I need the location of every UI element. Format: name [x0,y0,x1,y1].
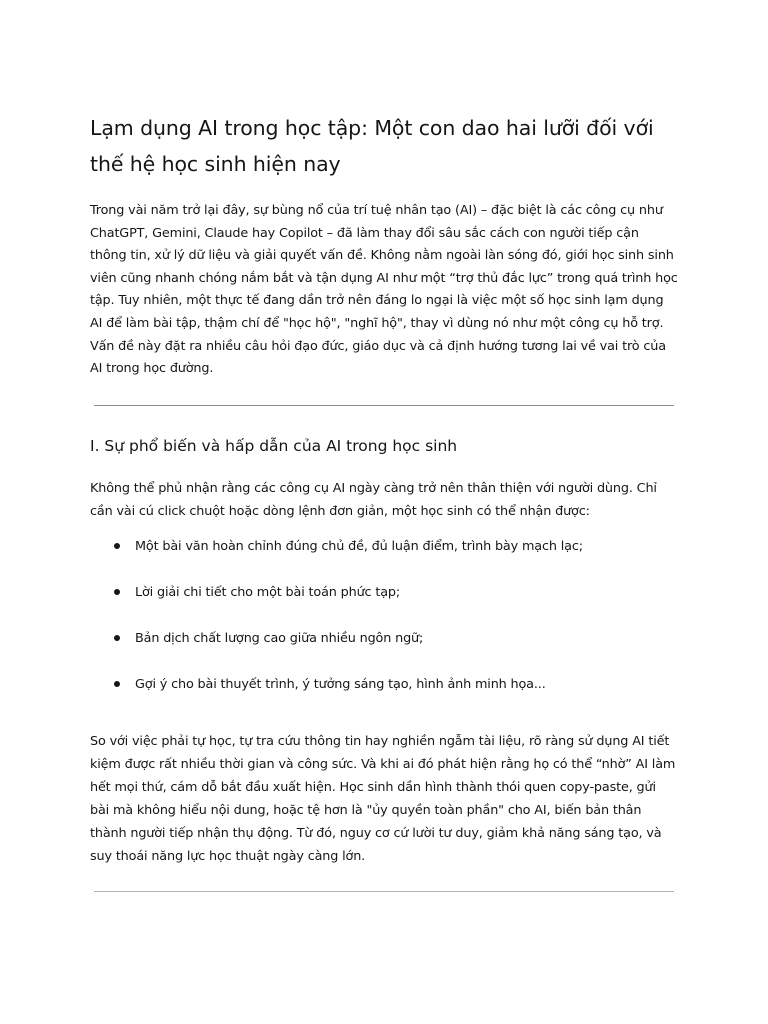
section-heading: I. Sự phổ biến và hấp dẫn của AI trong học sinh [90,437,458,455]
list-item [90,581,678,627]
intro-paragraph: Trong vài năm trở lại đây, sự bùng nổ của trí tuệ nhân tạo (AI) – đặc biệt là các công cụ như ChatGPT, Gemini, Claude hay Copilot – đã làm thay đổi sâu sắc cách con người tiếp cận thông tin, xử lý dữ liệu và giải quyết vấn đề. Không nằm ngoài làn sóng đó, giới học sinh sinh viên cũng nhanh chóng nắm bắt và tận dụng AI như một “trợ thủ đắc lực” trong quá trình học tập. Tuy nhiên, một thực tế đang dần trở nên đáng lo ngại là việc một số học sinh lạm dụng AI để làm bài tập, thậm chí để "học hộ", "nghĩ hộ", thay vì dùng nó như một công cụ hỗ trợ. Vấn đề này đặt ra nhiều câu hỏi đạo đức, giáo dục và cả định hướng tương lai về vai trò của AI trong học đường. [90,203,678,377]
section-intro-paragraph: Không thể phủ nhận rằng các công cụ AI ngày càng trở nên thân thiện với người dùng. Chỉ cần vài cú click chuột hoặc dòng lệnh đơn giản, một học sinh có thể nhận được: [90,481,657,519]
benefits-list [90,535,678,719]
list-item [90,535,678,581]
list-item [90,627,678,673]
bullet-icon [114,589,120,595]
list-item [90,673,678,719]
section-divider [94,891,674,892]
closing-paragraph: So với việc phải tự học, tự tra cứu thông tin hay nghiền ngẫm tài liệu, rõ ràng sử dụng AI tiết kiệm được rất nhiều thời gian và công sức. Và khi ai đó phát hiện rằng họ có thể “nhờ” AI làm hết mọi thứ, cám dỗ bắt đầu xuất hiện. Học sinh dần hình thành thói quen copy-paste, gửi bài mà không hiểu nội dung, hoặc tệ hơn là "ủy quyền toàn phần" cho AI, biến bản thân thành người tiếp nhận thụ động. Từ đó, nguy cơ cứ lười tư duy, giảm khả năng sáng tạo, và suy thoái năng lực học thuật ngày càng lớn. [90,734,676,864]
list-item-text: Lời giải chi tiết cho một bài toán phức tạp; [135,585,401,600]
section-divider [94,405,674,406]
bullet-icon [114,543,120,549]
list-item-text: Một bài văn hoàn chỉnh đúng chủ đề, đủ luận điểm, trình bày mạch lạc; [135,539,583,554]
list-item-text: Gợi ý cho bài thuyết trình, ý tưởng sáng tạo, hình ảnh minh họa... [135,677,546,692]
article-title: Lạm dụng AI trong học tập: Một con dao hai lưỡi đối với thế hệ học sinh hiện nay [90,116,654,176]
list-item-text: Bản dịch chất lượng cao giữa nhiều ngôn ngữ; [135,631,424,646]
bullet-icon [114,635,120,641]
bullet-icon [114,681,120,687]
